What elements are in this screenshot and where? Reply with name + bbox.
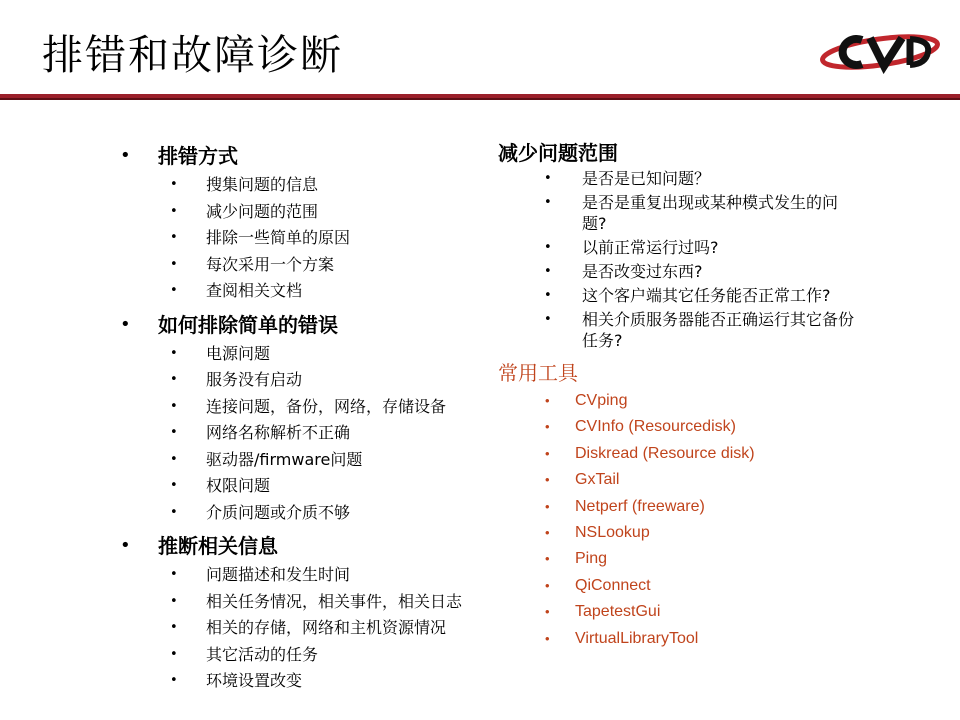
list-item bbox=[118, 500, 508, 527]
list-item bbox=[118, 668, 508, 695]
list-item-text: 驱动器/firmware问题 bbox=[206, 449, 363, 469]
bullet-icon: • bbox=[544, 171, 552, 186]
bullet-icon: • bbox=[170, 177, 178, 192]
bullet-icon: • bbox=[170, 451, 178, 467]
list-item bbox=[118, 341, 508, 368]
right-heading: 减少问题范围 bbox=[498, 141, 618, 165]
bullet-icon: • bbox=[120, 313, 131, 335]
bullet-icon: • bbox=[170, 398, 178, 414]
tool-item-text: Diskread (Resource disk) bbox=[575, 444, 755, 462]
tool-item-text: VirtualLibraryTool bbox=[575, 629, 699, 647]
list-item bbox=[118, 199, 508, 226]
bullet-icon: • bbox=[545, 472, 550, 488]
tool-item-text: CVInfo (Resourcedisk) bbox=[575, 418, 736, 436]
list-item-text: 这个客户端其它任务能否正常工作? bbox=[582, 286, 831, 305]
list-item-text: 相关介质服务器能否正确运行其它备份任务? bbox=[582, 310, 855, 350]
list-item bbox=[498, 261, 862, 285]
list-item bbox=[118, 562, 508, 589]
tool-item-text: GxTail bbox=[575, 471, 620, 489]
section-heading-text: 如何排除简单的错误 bbox=[158, 312, 338, 337]
section-heading-text: 排错方式 bbox=[158, 144, 238, 168]
section-heading-text: 推断相关信息 bbox=[158, 534, 278, 558]
tool-item bbox=[498, 414, 918, 440]
bullet-icon: • bbox=[170, 425, 178, 440]
list-item bbox=[118, 172, 508, 199]
bullet-icon: • bbox=[545, 393, 550, 408]
tool-item bbox=[498, 520, 918, 546]
list-item-text: 连接问题，备份，网络，存储设备 bbox=[206, 396, 447, 416]
cv-logo bbox=[818, 30, 942, 74]
list-item bbox=[118, 367, 508, 394]
list-item bbox=[498, 309, 862, 354]
tool-item bbox=[498, 441, 918, 467]
list-item-text: 每次采用一个方案 bbox=[206, 254, 335, 274]
list-item-text: 是否是已知问题？ bbox=[582, 169, 711, 188]
list-item bbox=[118, 615, 508, 642]
list-item bbox=[118, 394, 508, 421]
bullet-icon: • bbox=[170, 646, 178, 662]
bullet-icon: • bbox=[170, 593, 178, 609]
tool-item-text: Ping bbox=[575, 550, 608, 568]
list-item-text: 是否改变过东西? bbox=[582, 262, 703, 281]
bullet-icon: • bbox=[120, 145, 131, 166]
list-item-text: 查阅相关文档 bbox=[206, 281, 303, 300]
list-item-text: 环境设置改变 bbox=[206, 671, 303, 690]
list-item-text: 减少问题的范围 bbox=[206, 201, 319, 221]
bullet-icon: • bbox=[170, 478, 178, 493]
section-heading bbox=[118, 309, 508, 341]
tool-item bbox=[498, 626, 918, 652]
list-item-text: 其它活动的任务 bbox=[206, 644, 319, 664]
list-item-text: 网络名称解析不正确 bbox=[206, 423, 351, 442]
bullet-icon: • bbox=[170, 620, 178, 635]
tool-item-text: CVping bbox=[575, 392, 628, 409]
list-item bbox=[498, 285, 862, 309]
bullet-icon: • bbox=[170, 567, 178, 582]
list-item-text: 介质问题或介质不够 bbox=[206, 502, 351, 522]
tool-item-text: NSLookup bbox=[575, 523, 650, 541]
bullet-icon: • bbox=[170, 504, 178, 520]
list-item bbox=[118, 252, 508, 279]
list-item-text: 是否是重复出现或某种模式发生的问题? bbox=[582, 193, 839, 233]
list-item bbox=[498, 237, 862, 261]
list-item-text: 问题描述和发生时间 bbox=[206, 565, 351, 584]
list-item bbox=[118, 447, 508, 474]
tool-item bbox=[498, 494, 918, 520]
list-item-text: 相关任务情况，相关事件，相关日志 bbox=[206, 591, 463, 611]
bullet-icon: • bbox=[170, 230, 178, 245]
list-item-text: 搜集问题的信息 bbox=[206, 175, 319, 194]
bullet-icon: • bbox=[544, 195, 552, 210]
bullet-icon: • bbox=[120, 535, 131, 556]
list-item-text: 权限问题 bbox=[206, 476, 271, 495]
list-item bbox=[118, 642, 508, 669]
bullet-icon: • bbox=[170, 345, 178, 361]
bullet-icon: • bbox=[545, 445, 550, 461]
bullet-icon: • bbox=[545, 524, 550, 540]
bullet-icon: • bbox=[170, 203, 178, 219]
list-item-text: 服务没有启动 bbox=[206, 370, 303, 389]
tool-item bbox=[498, 573, 918, 599]
list-item-text: 排除一些简单的原因 bbox=[206, 228, 351, 247]
tools-heading: 常用工具 bbox=[498, 361, 578, 385]
list-item-text: 相关的存储，网络和主机资源情况 bbox=[206, 618, 447, 637]
bullet-icon: • bbox=[544, 240, 552, 255]
section-heading bbox=[118, 140, 508, 172]
tool-item bbox=[498, 599, 918, 625]
bullet-icon: • bbox=[545, 604, 550, 620]
bullet-icon: • bbox=[170, 283, 178, 298]
bullet-icon: • bbox=[170, 372, 178, 387]
bullet-icon: • bbox=[544, 288, 552, 303]
bullet-icon: • bbox=[545, 551, 550, 567]
bullet-icon: • bbox=[170, 256, 178, 272]
list-item bbox=[118, 589, 508, 616]
bullet-icon: • bbox=[544, 312, 552, 327]
section-heading bbox=[118, 530, 508, 562]
tool-item-text: TapetestGui bbox=[575, 603, 661, 621]
tool-item bbox=[498, 467, 918, 493]
bullet-icon: • bbox=[170, 673, 178, 688]
tool-item bbox=[498, 388, 918, 414]
list-item bbox=[498, 168, 862, 192]
tool-item-text: Netperf (freeware) bbox=[575, 497, 705, 515]
bullet-icon: • bbox=[544, 264, 552, 279]
list-item bbox=[118, 278, 508, 305]
list-item bbox=[498, 192, 862, 237]
header-rule-shadow bbox=[0, 98, 960, 100]
right-column bbox=[498, 138, 918, 652]
list-item bbox=[118, 225, 508, 252]
tool-item-text: QiConnect bbox=[575, 576, 651, 594]
tool-item bbox=[498, 546, 918, 572]
list-item-text: 电源问题 bbox=[206, 343, 271, 363]
list-item bbox=[118, 473, 508, 500]
list-item-text: 以前正常运行过吗? bbox=[582, 238, 719, 257]
bullet-icon: • bbox=[545, 577, 550, 593]
bullet-icon: • bbox=[545, 630, 550, 646]
left-column bbox=[118, 140, 508, 695]
bullet-icon: • bbox=[545, 498, 550, 514]
page-title: 排错和故障诊断 bbox=[42, 31, 343, 79]
list-item bbox=[118, 420, 508, 447]
bullet-icon: • bbox=[545, 419, 550, 435]
